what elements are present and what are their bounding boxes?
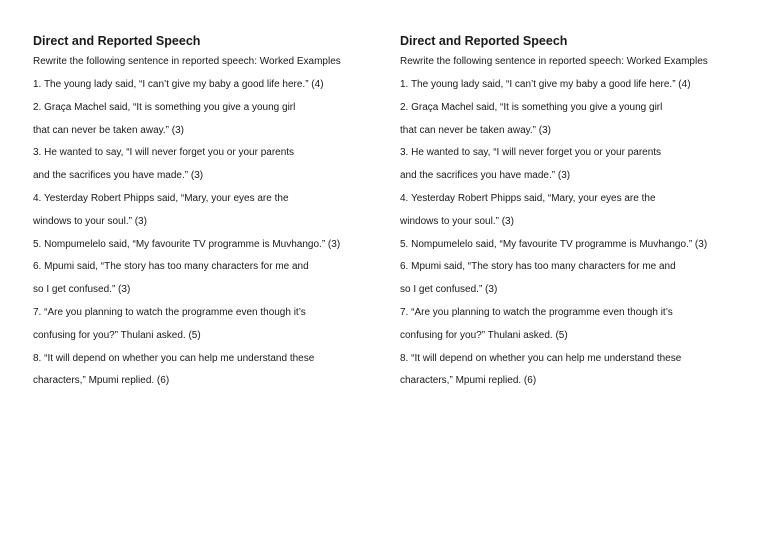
question-line: 7. “Are you planning to watch the programme even though it’s xyxy=(33,306,306,318)
question-line: 6. Mpumi said, “The story has too many characters for me and xyxy=(33,261,309,273)
question-line: windows to your soul.” (3) xyxy=(33,215,147,227)
question-line-copy: 3. He wanted to say, “I will never forget you or your parents xyxy=(400,147,662,159)
question-line-copy: 8. “It will depend on whether you can help me understand these xyxy=(400,352,682,364)
left-column xyxy=(33,33,383,397)
page-title: Direct and Reported Speech xyxy=(33,34,201,48)
instruction-text-copy: Rewrite the following sentence in reported speech: Worked Examples xyxy=(400,56,708,67)
question-line-copy: 7. “Are you planning to watch the programme even though it’s xyxy=(400,306,673,318)
question-line-copy: 2. Graça Machel said, “It is something you give a young girl xyxy=(400,101,663,113)
page-title-copy: Direct and Reported Speech xyxy=(400,34,568,48)
question-line-copy: windows to your soul.” (3) xyxy=(400,215,514,227)
question-line: 3. He wanted to say, “I will never forget you or your parents xyxy=(33,147,295,159)
question-line: confusing for you?” Thulani asked. (5) xyxy=(33,329,201,341)
question-line-copy: 5. Nompumelelo said, “My favourite TV programme is Muvhango.” (3) xyxy=(400,238,708,250)
question-line-copy: so I get confused.” (3) xyxy=(400,284,498,296)
question-line: 8. “It will depend on whether you can help me understand these xyxy=(33,352,315,364)
question-line: 2. Graça Machel said, “It is something you give a young girl xyxy=(33,101,296,113)
question-line-copy: 1. The young lady said, “I can’t give my baby a good life here.” (4) xyxy=(400,79,691,90)
question-line-copy: and the sacrifices you have made.” (3) xyxy=(400,170,571,182)
question-line: and the sacrifices you have made.” (3) xyxy=(33,170,204,182)
question-line-copy: confusing for you?” Thulani asked. (5) xyxy=(400,329,568,341)
question-line: so I get confused.” (3) xyxy=(33,284,131,296)
question-line-copy: that can never be taken away.” (3) xyxy=(400,124,552,136)
question-line-copy: 6. Mpumi said, “The story has too many characters for me and xyxy=(400,261,676,273)
instruction-text: Rewrite the following sentence in reported speech: Worked Examples xyxy=(33,56,341,67)
question-line-copy: 4. Yesterday Robert Phipps said, “Mary, your eyes are the xyxy=(400,192,656,204)
question-line: characters,” Mpumi replied. (6) xyxy=(33,375,170,387)
question-line: 5. Nompumelelo said, “My favourite TV programme is Muvhango.” (3) xyxy=(33,238,341,250)
question-line: 4. Yesterday Robert Phipps said, “Mary, your eyes are the xyxy=(33,192,289,204)
question-line: that can never be taken away.” (3) xyxy=(33,124,185,136)
question-line: 1. The young lady said, “I can’t give my baby a good life here.” (4) xyxy=(33,79,324,90)
right-column xyxy=(400,33,750,397)
question-line-copy: characters,” Mpumi replied. (6) xyxy=(400,375,537,387)
